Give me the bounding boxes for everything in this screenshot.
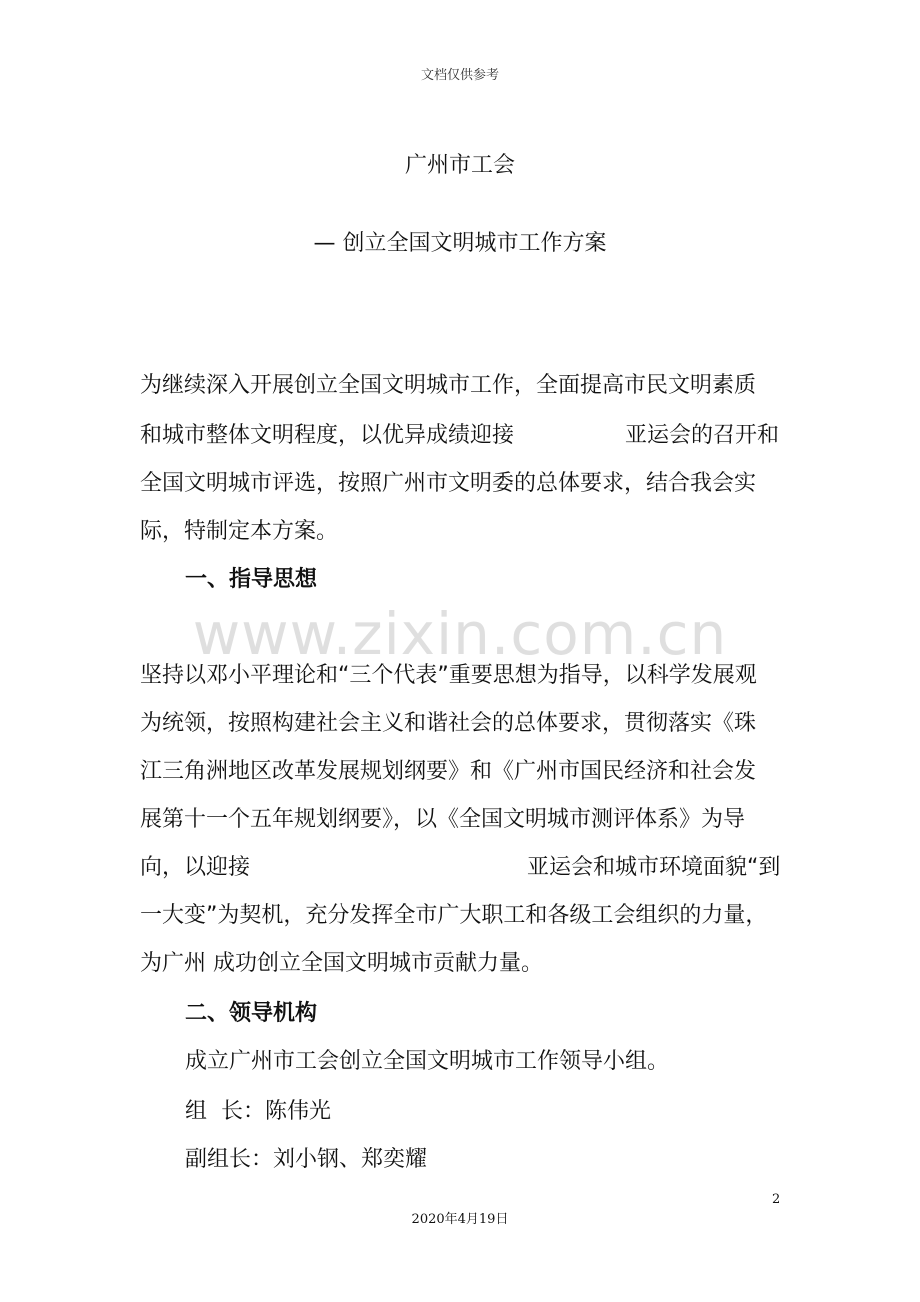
section-heading-leadership: 二、领导机构 [185,1001,318,1026]
text-line: 向，以迎接 [140,855,251,880]
section-heading-guiding-ideology: 一、指导思想 [185,567,318,592]
watermark: www.zixin.com.cn [192,600,728,668]
text-line: 成立广州市工会创立全国文明城市工作领导小组。 [185,1049,670,1074]
text-line: 亚运会和城市环境面貌“到 [527,855,781,880]
text-line: 江三角洲地区改革发展规划纲要》和《广州市国民经济和社会发 [140,759,757,784]
text-line: 为继续深入开展创立全国文明城市工作，全面提高市民文明素质 [140,373,757,398]
text-line: 展第十一个五年规划纲要》，以《全国文明城市测评体系》为导 [140,807,746,832]
document-subtitle: — 创立全国文明城市工作方案 [313,231,607,256]
text-line: 一大变”为契机，充分发挥全市广大职工和各级工会组织的力量， [140,903,768,928]
deputy-leader-line: 副组长：刘小钢、郑奕耀 [185,1147,428,1172]
text-line: 和城市整体文明程度，以优异成绩迎接 [140,423,515,448]
text-line: 坚持以邓小平理论和“三个代表”重要思想为指导，以科学发展观 [140,663,757,688]
text-line: 亚运会的召开和 [625,423,780,448]
text-line: 为广州 成功创立全国文明城市贡献力量。 [140,951,543,976]
footer-date: 2020年4月19日 [411,1212,509,1227]
page-number: 2 [772,1192,781,1207]
document-title: 广州市工会 [404,153,515,178]
header-note: 文档仅供参考 [420,68,499,83]
group-leader-line: 组 长：陈伟光 [185,1099,331,1124]
text-line: 全国文明城市评选，按照广州市文明委的总体要求，结合我会实 [140,471,757,496]
text-line: 际，特制定本方案。 [140,519,339,544]
text-line: 为统领，按照构建社会主义和谐社会的总体要求，贯彻落实《珠 [140,711,757,736]
